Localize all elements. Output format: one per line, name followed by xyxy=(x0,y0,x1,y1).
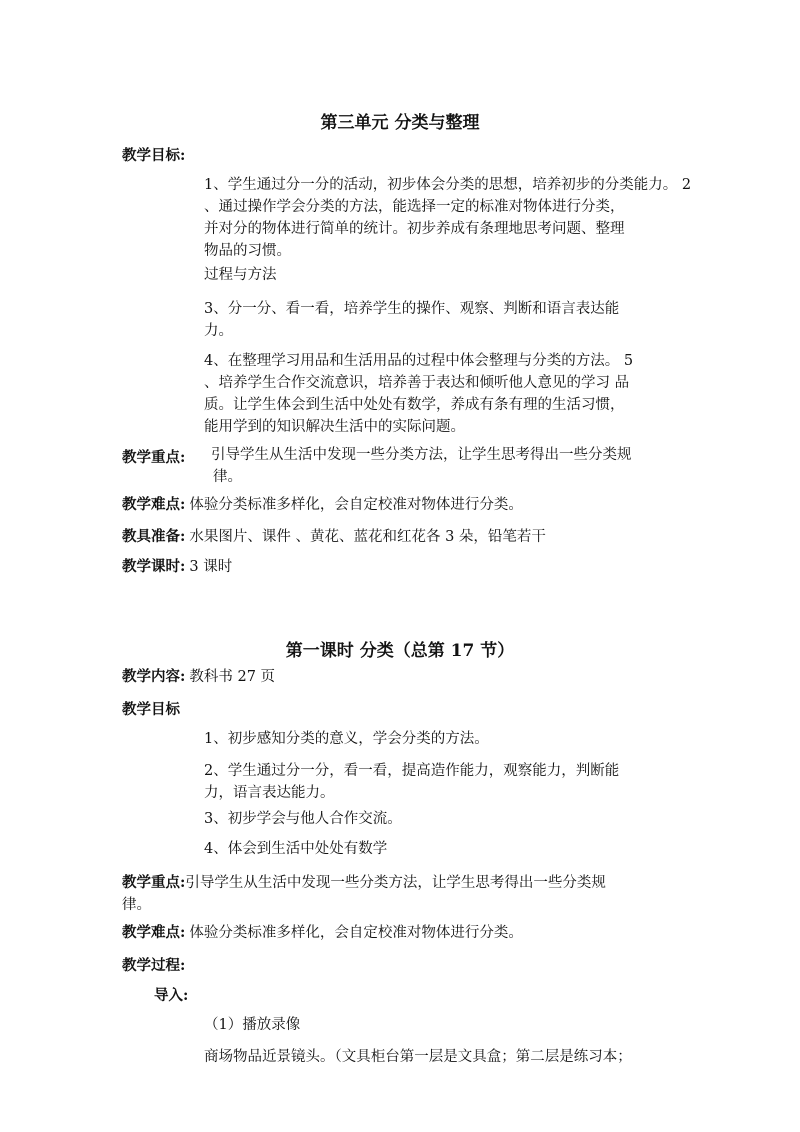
text-line: 、通过操作学会分类的方法，能选择一定的标准对物体进行分类， xyxy=(204,199,625,215)
difficulty-row xyxy=(122,494,523,516)
process-method-heading: 过程与方法 xyxy=(204,267,277,283)
text-line: 引导学生从生活中发现一些分类方法，让学生思考得出一些分类规 xyxy=(211,447,632,463)
step-1-description: 商场物品近景镜头。（文具柜台第一层是文具盒；第二层是练习本； xyxy=(204,1049,632,1065)
objective-paragraph-3 xyxy=(204,298,619,342)
intro-label: 导入: xyxy=(154,987,189,1004)
lesson-difficulty-label: 教学难点: xyxy=(122,924,186,941)
content-text: 教科书 27 页 xyxy=(189,669,276,685)
lesson-objective-3: 3、初步学会与他人合作交流。 xyxy=(204,811,402,827)
tools-row xyxy=(122,526,546,548)
hours-row xyxy=(122,556,232,578)
key-points-label: 教学重点: xyxy=(122,449,186,466)
text-line: 3、分一分、看一看，培养学生的操作、观察、判断和语言表达能 xyxy=(204,301,620,317)
lesson-objective-4: 4、体会到生活中处处有数学 xyxy=(204,841,388,857)
text-line: 引导学生从生活中发现一些分类方法，让学生思考得出一些分类规 xyxy=(185,875,606,891)
lesson-difficulty-text: 体验分类标准多样化，会自定校准对物体进行分类。 xyxy=(189,925,523,941)
lesson-key-label: 教学重点: xyxy=(122,874,186,891)
process-label: 教学过程: xyxy=(122,957,186,974)
lesson-objectives-label: 教学目标 xyxy=(122,701,180,718)
lesson-title: 第一课时 分类（总第 17 节） xyxy=(285,641,515,661)
text-line: 律。 xyxy=(122,897,151,913)
text-line: 1、学生通过分一分的活动，初步体会分类的思想，培养初步的分类能力。 2 xyxy=(204,177,692,193)
text-line: 力。 xyxy=(204,323,233,339)
text-line: 2、学生通过分一分，看一看，提高造作能力，观察能力，判断能 xyxy=(204,763,620,779)
text-line: 4、在整理学习用品和生活用品的过程中体会整理与分类的方法。 5 xyxy=(204,353,634,369)
objectives-label: 教学目标: xyxy=(122,147,186,164)
text-line: 力，语言表达能力。 xyxy=(204,785,335,801)
text-line: 物品的习惯。 xyxy=(204,243,291,259)
hours-label: 教学课时: xyxy=(122,558,186,575)
text-line: 、培养学生合作交流意识，培养善于表达和倾听他人意见的学习 品 xyxy=(204,375,630,391)
tools-text: 水果图片、课件 、黄花、蓝花和红花各 3 朵，铅笔若干 xyxy=(189,529,546,545)
difficulty-label: 教学难点: xyxy=(122,496,186,513)
difficulty-text: 体验分类标准多样化，会自定校准对物体进行分类。 xyxy=(189,497,523,513)
hours-text: 3 课时 xyxy=(189,559,233,575)
text-line: 并对分的物体进行简单的统计。初步养成有条理地思考问题、整理 xyxy=(204,221,625,237)
lesson-objective-1: 1、初步感知分类的意义，学会分类的方法。 xyxy=(204,731,489,747)
text-line: 质。让学生体会到生活中处处有数学，养成有条有理的生活习惯， xyxy=(204,397,625,413)
lesson-difficulty-row xyxy=(122,922,523,944)
text-line: 能用学到的知识解决生活中的实际问题。 xyxy=(204,419,465,435)
step-1: （1）播放录像 xyxy=(204,1017,301,1033)
lesson-objective-2 xyxy=(204,760,619,804)
key-points-text xyxy=(211,444,632,488)
objective-paragraph-1 xyxy=(204,174,691,262)
content-label: 教学内容: xyxy=(122,668,186,685)
content-row xyxy=(122,666,275,688)
text-line: 律。 xyxy=(213,469,242,485)
lesson-key-points xyxy=(122,872,606,916)
unit-title: 第三单元 分类与整理 xyxy=(320,113,480,133)
tools-label: 教具准备: xyxy=(122,528,186,545)
objective-paragraph-4 xyxy=(204,350,633,438)
